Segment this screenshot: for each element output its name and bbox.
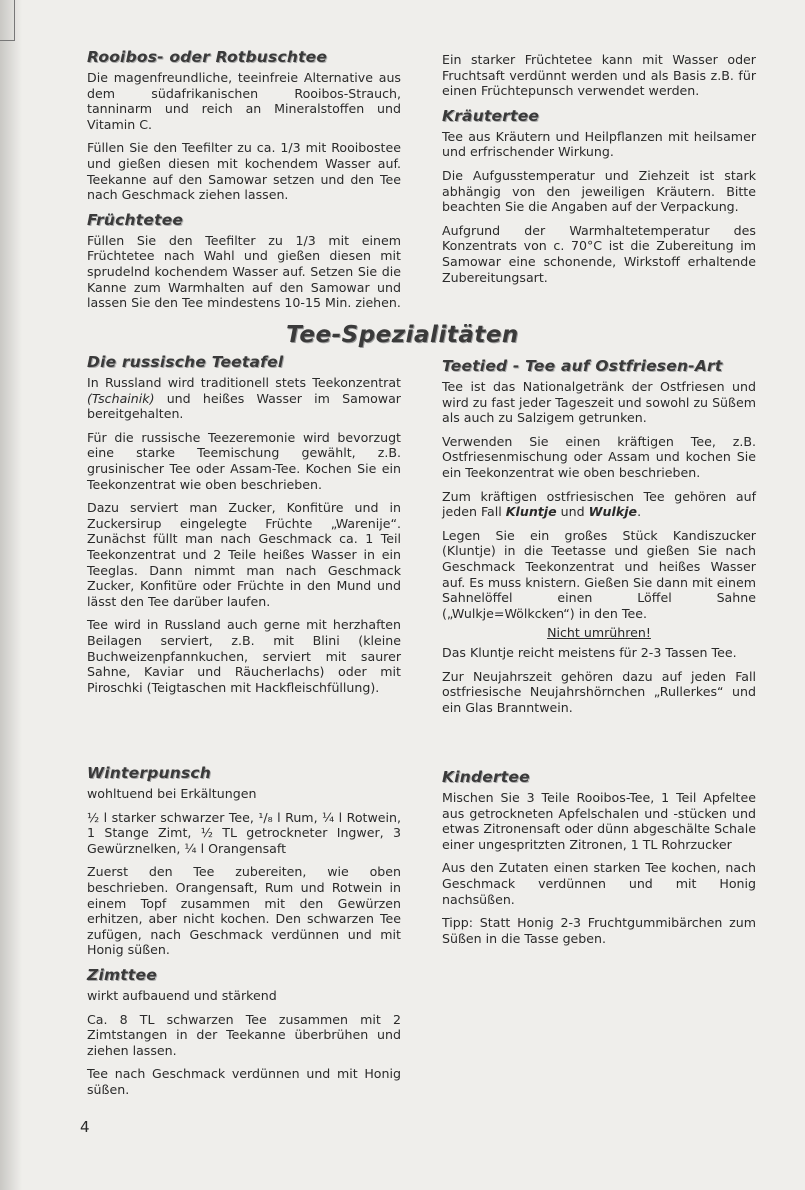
teetied-kluntje-wulkje <box>442 489 756 520</box>
kraeutertee-temperature: Die Aufgusstemperatur und Ziehzeit ist stark abhängig von den jeweiligen Kräutern. Bitte beachten Sie die Angaben auf der Verpackung. <box>442 167 756 215</box>
page-corner-mark <box>0 0 15 41</box>
column-middle-right <box>442 357 756 723</box>
term-tschainik: (Tschainik) <box>87 390 155 406</box>
rooibos-instructions: Füllen Sie den Teefilter zu ca. 1/3 mit Rooibostee und gießen diesen mit kochendem Wasser auf. Teekanne auf den Samowar setzen und den Tee nach Geschmack ziehen lassen. <box>87 140 401 203</box>
heading-winterpunsch: Winterpunsch <box>87 764 212 782</box>
teetied-new-year: Zur Neujahrszeit gehören dazu auf jeden Fall ostfriesische Neujahrshörnchen „Rullerkes“ und ein Glas Branntwein. <box>442 668 756 715</box>
kraeutertee-intro: Tee aus Kräutern und Heilpflanzen mit heilsamer und erfrischender Wirkung. <box>442 128 756 160</box>
fruechtepunsch-note: Ein starker Früchtetee kann mit Wasser oder Fruchtsaft verdünnt werden und als Basis z.B. für einen Früchtepunsch verwendet werden. <box>442 52 756 99</box>
heading-fruechtetee: Früchtetee <box>87 210 184 229</box>
kraeutertee-samowar: Aufgrund der Warmhaltetemperatur des Konzentrats von c. 70°C ist die Zubereitung im Samowar eine schonende, Wirkstoff erhaltende Zubereitungsart. <box>442 222 756 285</box>
fruechtetee-instructions: Füllen Sie den Teefilter zu 1/3 mit einem Früchtetee nach Wahl und gießen diesen mit sprudelnd kochendem Wasser auf. Setzen Sie die Kanne zum Warmhalten auf den Samowar und lassen Sie den Tee mindestens 10-15 Min. ziehen. <box>87 232 401 311</box>
heading-teetied: Teetied - Tee auf Ostfriesen-Art <box>442 357 723 375</box>
teetied-preparation: Legen Sie ein großes Stück Kandiszucker (Kluntje) in die Teetasse und gießen Sie nach Geschmack Teekonzentrat und heißes Wasser auf. Es muss knistern. Gießen Sie dann mit einem Sahnelöffel einen Löffel Sahne („Wulkje=Wölkcken“) in den Tee. <box>442 527 756 621</box>
kindertee-ingredients: Mischen Sie 3 Teile Rooibos-Tee, 1 Teil Apfeltee aus getrockneten Apfelschalen und -stücken und etwas Zitronensaft oder dünn abgeschälte Schale einer ungespritzten Zitronen, 1 TL Rohrzucker <box>442 790 756 852</box>
section-title: Tee-Spezialitäten <box>286 322 519 348</box>
term-wulkje: Wulkje <box>588 504 638 520</box>
page-number: 4 <box>80 1118 90 1136</box>
russian-intro-a: In Russland wird traditionell stets Teekonzentrat <box>87 375 401 390</box>
winterpunsch-subtitle: wohltuend bei Erkältungen <box>87 786 257 801</box>
kindertee-tip: Tipp: Statt Honig 2-3 Fruchtgummibärchen zum Süßen in die Tasse geben. <box>442 915 756 946</box>
zimttee-subtitle: wirkt aufbauend und stärkend <box>87 987 277 1003</box>
russian-intro <box>87 375 401 422</box>
heading-russian-teatable: Die russische Teetafel <box>87 353 284 371</box>
teetied-p3-end: . <box>637 504 642 520</box>
page-shadow <box>0 0 22 1190</box>
zimttee-instructions: Ca. 8 TL schwarzen Tee zusammen mit 2 Zimtstangen in der Teekanne überbrühen und ziehen lassen. <box>87 1011 401 1058</box>
russian-side-dishes: Tee wird in Russland auch gerne mit herzhaften Beilagen serviert, z.B. mit Blini (kleine Buchweizenpfannkuchen, serviert mit saurer Sahne, Kaviar und Räucherlachs) oder mit Piroschki (Teigtaschen mit Hackfleischfüllung). <box>87 617 401 695</box>
russian-serving: Dazu serviert man Zucker, Konfitüre und in Zuckersirup eingelegte Früchte „Warenije“. Zunächst füllt man nach Geschmack ca. 1 Teil Teekonzentrat und 2 Teile heißes Wasser in ein Teeglas. Dann nimmt man nach Geschmack Zucker, Konfitüre oder Früchte in den Mund und lässt den Tee darüber laufen. <box>87 500 401 609</box>
russian-ceremony: Für die russische Teezeremonie wird bevorzugt eine starke Teemischung gewählt, z.B. grusinischer Tee oder Assam-Tee. Kochen Sie ein Teekonzentrat wie oben beschrieben. <box>87 429 401 492</box>
winterpunsch-ingredients: ½ l starker schwarzer Tee, ¹/₈ l Rum, ¼ l Rotwein, 1 Stange Zimt, ½ TL getrockneter Ingwer, 3 Gewürznelken, ¼ l Orangensaft <box>87 809 401 856</box>
teetied-p3-mid: und <box>556 504 589 520</box>
column-bottom-right <box>442 768 756 954</box>
zimttee-finish: Tee nach Geschmack verdünnen und mit Honig süßen. <box>87 1066 401 1097</box>
teetied-cups: Das Kluntje reicht meistens für 2-3 Tassen Tee. <box>442 644 737 660</box>
heading-kraeutertee: Kräutertee <box>442 106 540 125</box>
heading-rooibos: Rooibos- oder Rotbuschtee <box>87 48 328 66</box>
show-through-text <box>470 735 770 749</box>
column-top-left <box>87 48 401 319</box>
term-kluntje: Kluntje <box>505 504 557 520</box>
heading-zimttee: Zimttee <box>87 965 157 984</box>
teetied-p3-a: Zum kräftigen ostfriesischen Tee gehören auf jeden Fall <box>442 488 756 520</box>
column-middle-left <box>87 353 401 703</box>
russian-intro-b: und heißes Wasser im Samowar bereitgehalten. <box>87 390 401 422</box>
teetied-intro: Tee ist das Nationalgetränk der Ostfriesen und wird zu fast jeder Tageszeit und sowohl zu Süßem als auch zu Salzigem getrunken. <box>442 379 756 426</box>
teetied-tea-choice: Verwenden Sie einen kräftigen Tee, z.B. Ostfriesenmischung oder Assam und kochen Sie ein Teekonzentrat wie oben beschrieben. <box>442 433 756 480</box>
rooibos-intro: Die magenfreundliche, teeinfreie Alternative aus dem südafrikanischen Rooibos-Strauch, tanninarm und reich an Mineralstoffen und Vitamin C. <box>87 70 401 132</box>
teetied-do-not-stir: Nicht umrühren! <box>547 625 651 641</box>
column-top-right <box>442 52 756 293</box>
heading-kindertee: Kindertee <box>442 768 530 786</box>
winterpunsch-instructions: Zuerst den Tee zubereiten, wie oben beschrieben. Orangensaft, Rum und Rotwein in einem Topf zusammen mit den Gewürzen erhitzen, aber nicht kochen. Den schwarzen Tee zufügen, nach Geschmack verdünnen und mit Honig süßen. <box>87 864 401 958</box>
kindertee-instructions: Aus den Zutaten einen starken Tee kochen, nach Geschmack verdünnen und mit Honig nachsüßen. <box>442 860 756 907</box>
column-bottom-left <box>87 764 401 1106</box>
